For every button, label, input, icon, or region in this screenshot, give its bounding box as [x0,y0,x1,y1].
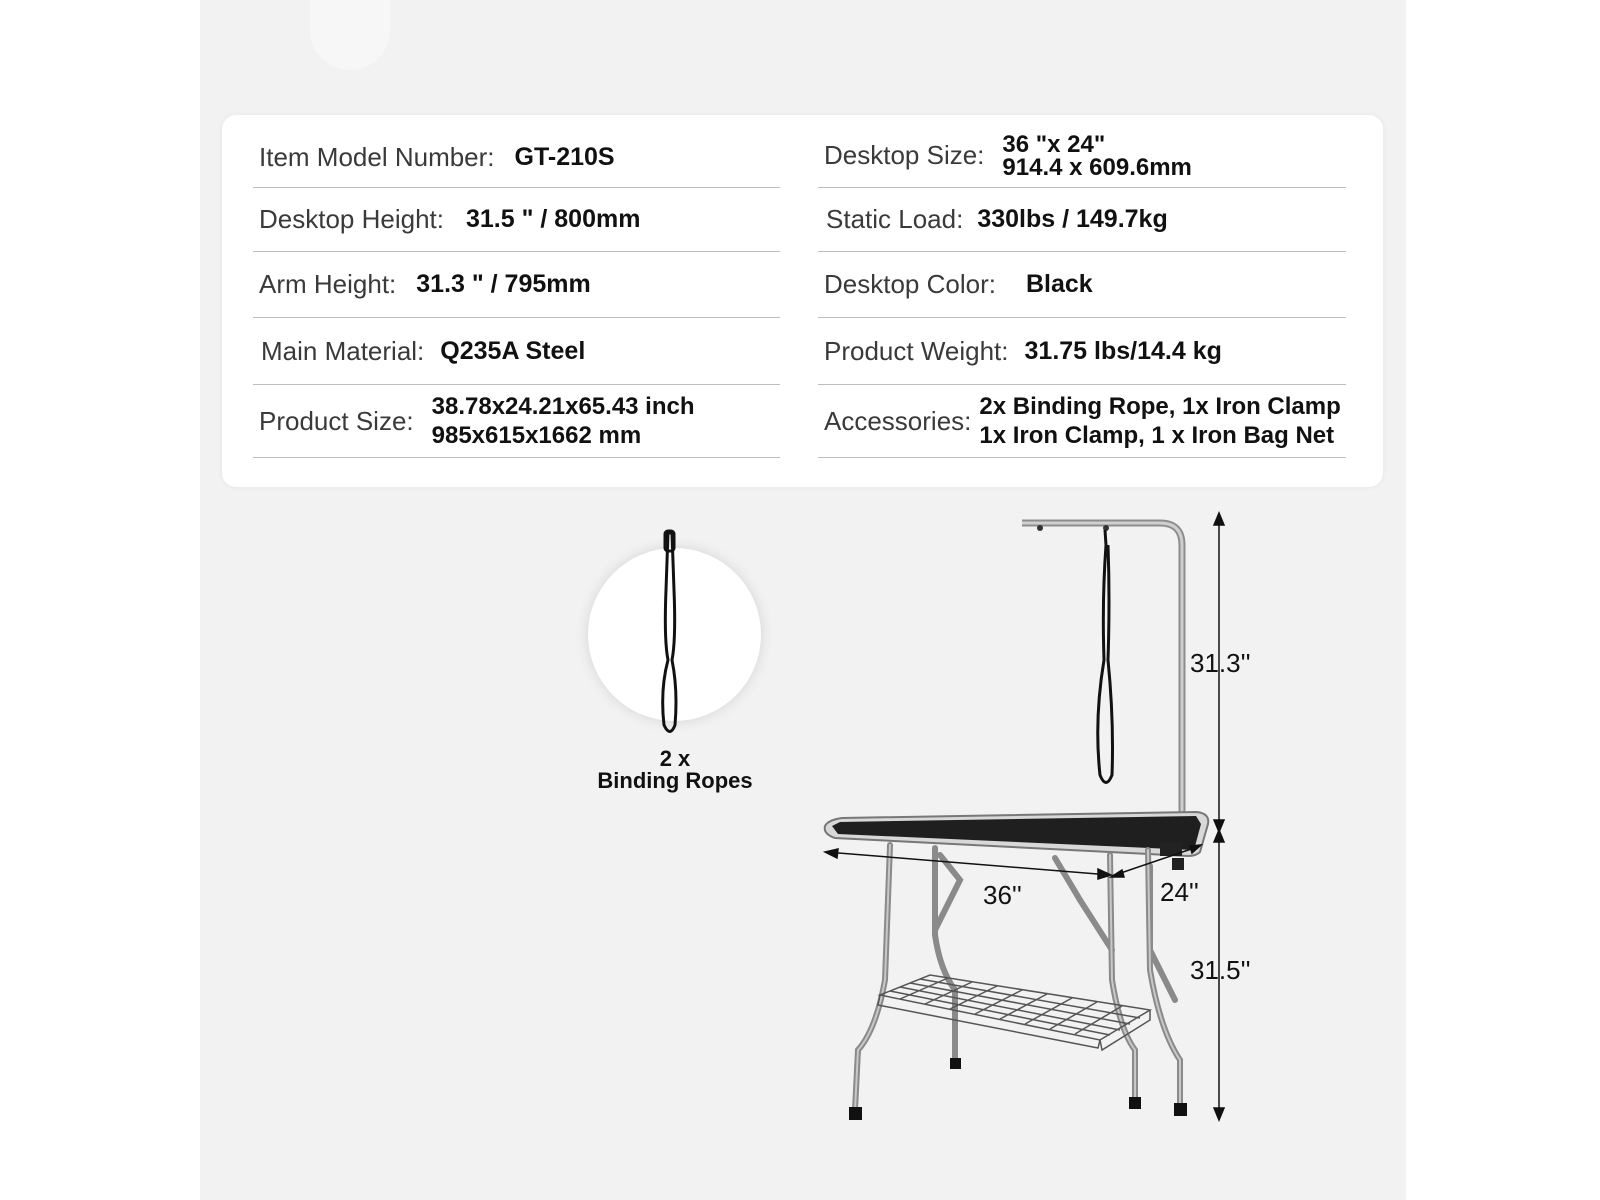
spec-value: Q235A Steel [440,336,586,365]
noose-icon [1098,530,1113,783]
spec-value-line: 2x Binding Rope, 1x Iron Clamp [979,393,1341,420]
accessory-caption-line: 2 x [659,746,691,771]
spec-label: Item Model Number: [259,142,495,172]
spec-value: 31.75 lbs/14.4 kg [1024,336,1222,365]
spec-label: Static Load: [826,204,964,234]
binding-rope-icon [663,531,676,732]
spec-value-line: 914.4 x 609.6mm [1002,153,1192,181]
spec-value: 31.5 " / 800mm [465,205,641,233]
dimension-width-label: 24'' [1160,877,1199,907]
spec-value-line: 1x Iron Clamp, 1 x Iron Bag Net [979,422,1335,449]
spec-label: Desktop Color: [824,269,996,299]
spec-value: 330lbs / 149.7kg [977,205,1168,233]
accessory-caption-line: Binding Ropes [597,768,753,793]
spec-label: Main Material: [261,335,425,366]
spec-label: Product Size: [259,405,414,436]
spec-value: GT-210S [514,143,615,171]
spec-value: 31.3 " / 795mm [416,270,591,298]
spec-value: Black [1025,270,1093,298]
spec-label: Accessories: [824,405,972,436]
spec-label: Product Weight: [824,335,1009,366]
spec-label: Arm Height: [259,269,397,299]
spec-value-line: 36 "x 24" [1002,130,1106,158]
spec-label: Desktop Height: [259,204,444,234]
spec-value-line: 38.78x24.21x65.43 inch [431,393,695,420]
wire-basket [878,975,1150,1050]
dimension-length-label: 36'' [983,880,1022,910]
dimension-height-label: 31.5'' [1190,955,1251,985]
dimension-arm-label: 31.3'' [1190,648,1251,678]
spec-value-line: 985x615x1662 mm [431,422,642,449]
spec-label: Desktop Size: [824,140,985,170]
